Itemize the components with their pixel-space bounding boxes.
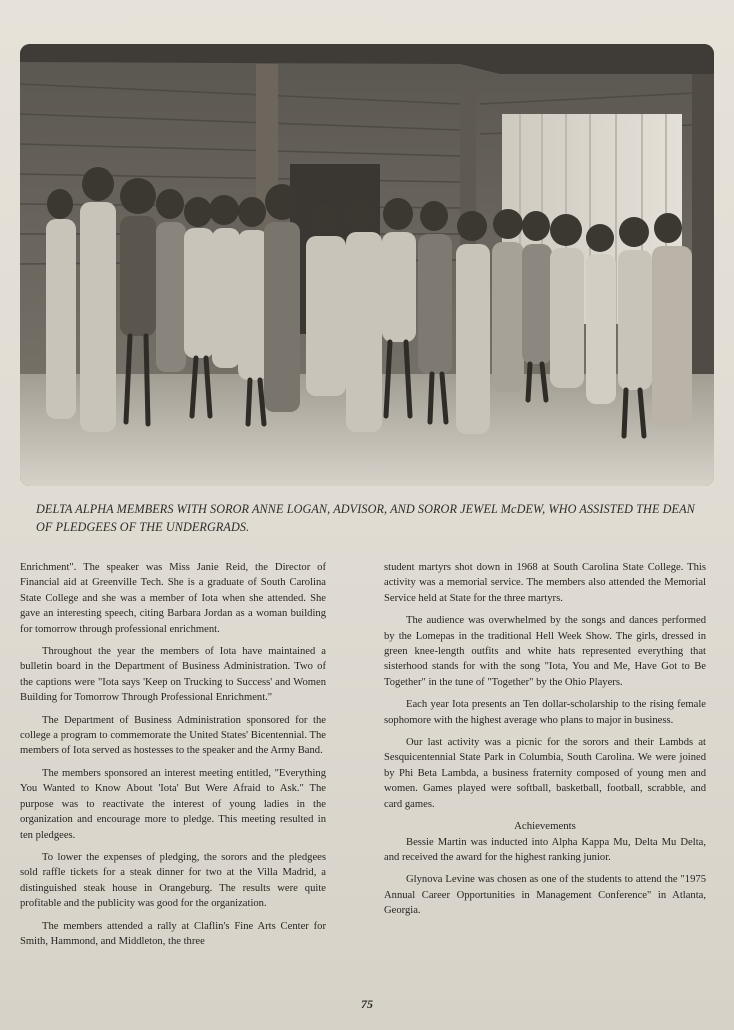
paragraph: The audience was overwhelmed by the songs and dances performed by the Lomepas in the traditional Hell Week Show. The girls, dressed in green knee-length outfits and white hats represented everything that sisterhood stands for with the song "Iota, You and Me, Have Got to Be Together" in the tune of "Together" by the Ohio Players. bbox=[384, 615, 706, 688]
paragraph: Our last activity was a picnic for the sorors and their Lambds at Sesquicentennial State Park in Columbia, South Carolina. We were joined by Phi Beta Lambda, a business fraternity composed of young men and women. Games played were softball, basketball, football, scrabble, and card games. bbox=[384, 737, 706, 810]
paragraph: The members attended a rally at Claflin's Fine Arts Center for Smith, Hammond, and Middleton, the three bbox=[20, 920, 326, 947]
paragraph: The members sponsored an interest meeting entitled, "Everything You Wanted to Know About 'Iota' But Were Afraid to Ask." The purpose was to reactivate the interest of young ladies in the organization and encourage more to pledge. This meeting resulted in ten pledgees. bbox=[20, 767, 326, 841]
paragraph: Bessie Martin was inducted into Alpha Kappa Mu, Delta Mu Delta, and received the award for the highest ranking junior. bbox=[384, 836, 706, 863]
group-photo-image bbox=[20, 44, 714, 486]
paragraph: student martyrs shot down in 1968 at South Carolina State College. This activity was a memorial service. The members also attended the Memorial Service held at State for the three martyrs. bbox=[384, 562, 706, 604]
paragraph: Throughout the year the members of Iota have maintained a bulletin board in the Department of Business Administration. Two of the captions were "Iota says 'Keep on Trucking to Success' and Women Building for Tomorrow Through Professional Enrichment." bbox=[20, 646, 326, 704]
paragraph: Each year Iota presents an Ten dollar-scholarship to the rising female sophomore with the highest average who plans to major in business. bbox=[384, 699, 706, 726]
paragraph: To lower the expenses of pledging, the sorors and the pledgees sold raffle tickets for a steak dinner for two at the Villa Madrid, a distinguished steak house in Orangeburg. The results were quite profitable and the publicity was good for the organization. bbox=[20, 851, 326, 910]
photo-caption: DELTA ALPHA MEMBERS WITH SOROR ANNE LOGAN, ADVISOR, AND SOROR JEWEL McDEW, WHO ASSISTED THE DEAN OF PLEDGEES OF THE UNDERGRADS. bbox=[36, 502, 695, 534]
group-photo bbox=[20, 44, 714, 486]
achievements-heading: Achievements bbox=[514, 820, 576, 833]
page-number: 75 bbox=[361, 997, 373, 1011]
paragraph: Glynova Levine was chosen as one of the students to attend the "1975 Annual Career Opportunities in Management Conference" in Atlanta, Georgia. bbox=[384, 874, 706, 917]
right-column bbox=[384, 560, 706, 926]
paragraph: The Department of Business Administration sponsored for the college a program to commemorate the United States' Bicentennial. The members of Iota served as hostesses to the speaker and the Army Band. bbox=[20, 714, 326, 757]
left-column bbox=[20, 560, 326, 956]
paragraph: Enrichment". The speaker was Miss Janie Reid, the Director of Financial aid at Greenville Tech. She is a graduate of South Carolina State College and she was a member of Iota when she attended. She gave an interesting speech, citing Barbara Jordan as a woman building for tomorrow through professional enrichment. bbox=[20, 562, 326, 635]
